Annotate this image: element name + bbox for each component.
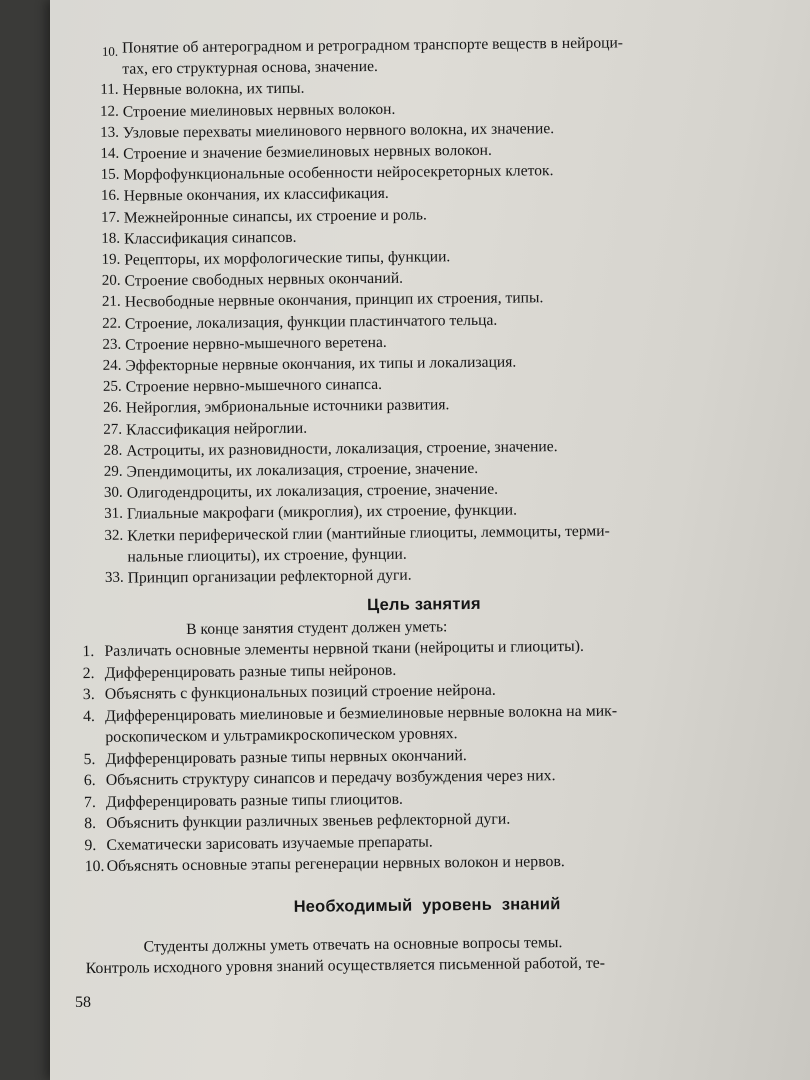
item-text: Клетки периферической глии (мантийные глиоциты, леммоциты, терми-	[127, 522, 610, 545]
item-text: Межнейронные синапсы, их строение и роль.	[123, 206, 427, 227]
goals-heading: Цель занятия	[367, 595, 481, 615]
item-text: Строение нервно-мышечного веретена.	[125, 333, 387, 354]
item-number: 15.	[100, 166, 120, 184]
item-text: Классификация нейроглии.	[126, 419, 308, 439]
item-text: Нервные окончания, их классификация.	[123, 185, 389, 206]
item-text: Классификация синапсов.	[124, 228, 297, 248]
item-number: 7.	[83, 793, 96, 811]
item-text: Нервные волокна, их типы.	[122, 80, 305, 100]
item-number: 10.	[84, 858, 105, 876]
item-text: Понятие об антероградном и ретроградном транспорте веществ в нейроци-	[122, 34, 624, 57]
item-number: 26.	[103, 400, 122, 417]
item-number: 29.	[103, 463, 123, 480]
item-text: Морфофункциональные особенности нейросекреторных клеток.	[123, 162, 554, 184]
item-text: Эпендимоциты, их локализация, строение, значение.	[126, 460, 479, 481]
item-number: 23.	[102, 336, 122, 353]
item-number: 30.	[103, 484, 123, 502]
item-number: 25.	[102, 378, 122, 396]
page-number: 58	[75, 994, 91, 1011]
item-text: Строение нервно-мышечного синапса.	[125, 376, 383, 396]
item-text: Эффекторные нервные окончания, их типы и локализация.	[125, 353, 517, 375]
item-text-continued: тах, его структурная основа, значение.	[122, 58, 378, 78]
item-number: 9.	[84, 836, 97, 854]
item-text-continued: роскопическом и ультрамикроскопическом уровнях.	[105, 725, 458, 747]
item-number: 8.	[84, 815, 97, 833]
book-page	[50, 0, 810, 1080]
item-number: 32.	[104, 527, 124, 544]
item-number: 27.	[103, 421, 123, 438]
item-text: Несвободные нервные окончания, принцип их строения, типы.	[124, 289, 544, 312]
item-number: 18.	[101, 230, 121, 247]
list-item	[93, 519, 753, 568]
goals-list	[82, 634, 756, 878]
goals-intro: В конце занятия студент должен уметь:	[186, 618, 448, 639]
item-number: 24.	[102, 357, 122, 374]
item-text: Астроциты, их разновидности, локализация, строение, значение.	[126, 437, 558, 460]
item-text: Глиальные макрофаги (микроглия), их строение, функции.	[126, 502, 518, 524]
item-text: Узловые перехваты миелинового нервного волокна, их значение.	[122, 119, 555, 142]
item-text: Дифференцировать разные типы глиоцитов.	[105, 790, 404, 811]
item-number: 1.	[82, 643, 95, 661]
item-number: 5.	[83, 750, 96, 768]
knowledge-heading: Необходимый уровень знаний	[293, 894, 561, 916]
list-item	[83, 699, 755, 749]
question-list	[88, 31, 754, 589]
item-text: Олигодендроциты, их локализация, строение, значение.	[126, 480, 499, 502]
item-text: Дифференцировать миелиновые и безмиелиновые нервные волокна на мик-	[105, 702, 618, 725]
item-number: 22.	[102, 315, 122, 332]
item-text: Нейроглия, эмбриональные источники развития.	[125, 396, 450, 418]
item-text: Объяснить структуру синапсов и передачу возбуждения через них.	[105, 767, 556, 790]
item-text: Строение и значение безмиелиновых нервных волокон.	[123, 141, 492, 163]
item-number: 19.	[101, 251, 121, 268]
item-number: 2.	[82, 664, 95, 682]
item-number: 17.	[101, 209, 120, 226]
item-number: 13.	[100, 124, 120, 141]
item-text: Объяснить функции различных звеньев рефлекторной дуги.	[106, 810, 511, 833]
item-text: Схематически зарисовать изучаемые препараты.	[106, 833, 433, 854]
item-text-continued: нальные глиоциты), их строение, фунции.	[127, 545, 407, 566]
item-number: 11.	[100, 82, 119, 99]
item-text: Дифференцировать разные типы нейронов.	[104, 661, 397, 682]
item-number: 10.	[101, 43, 119, 59]
knowledge-paragraph: Студенты должны уметь отвечать на основные вопросы темы.	[143, 933, 563, 956]
item-number: 33.	[104, 569, 124, 586]
item-text: Различать основные элементы нервной ткани (нейроциты и глиоциты).	[104, 638, 585, 661]
item-text: Строение свободных нервных окончаний.	[124, 269, 404, 290]
item-number: 6.	[83, 772, 96, 790]
item-text: Объяснять основные этапы регенерации нервных волокон и нервов.	[106, 853, 565, 876]
item-number: 16.	[100, 188, 120, 205]
item-text: Принцип организации рефлекторной дуги.	[127, 566, 412, 587]
item-text: Рецепторы, их морфологические типы, функции.	[124, 248, 451, 269]
item-number: 4.	[83, 707, 96, 725]
item-text: Объяснять с функциональных позиций строение нейрона.	[104, 682, 496, 704]
item-number: 31.	[104, 506, 124, 523]
item-number: 20.	[101, 272, 121, 290]
item-text: Дифференцировать разные типы нервных окончаний.	[105, 746, 467, 768]
item-number: 14.	[100, 145, 120, 162]
item-text: Строение, локализация, функции пластинчатого тельца.	[124, 311, 498, 333]
item-number: 3.	[82, 686, 95, 704]
item-number: 12.	[99, 103, 119, 120]
page-content	[82, 31, 758, 979]
item-text: Строение миелиновых нервных волокон.	[122, 100, 396, 121]
knowledge-paragraph: Контроль исходного уровня знаний осуществляется письменной работой, те-	[85, 954, 606, 977]
item-number: 21.	[101, 294, 121, 311]
list-item	[88, 31, 748, 80]
item-number: 28.	[103, 442, 123, 459]
